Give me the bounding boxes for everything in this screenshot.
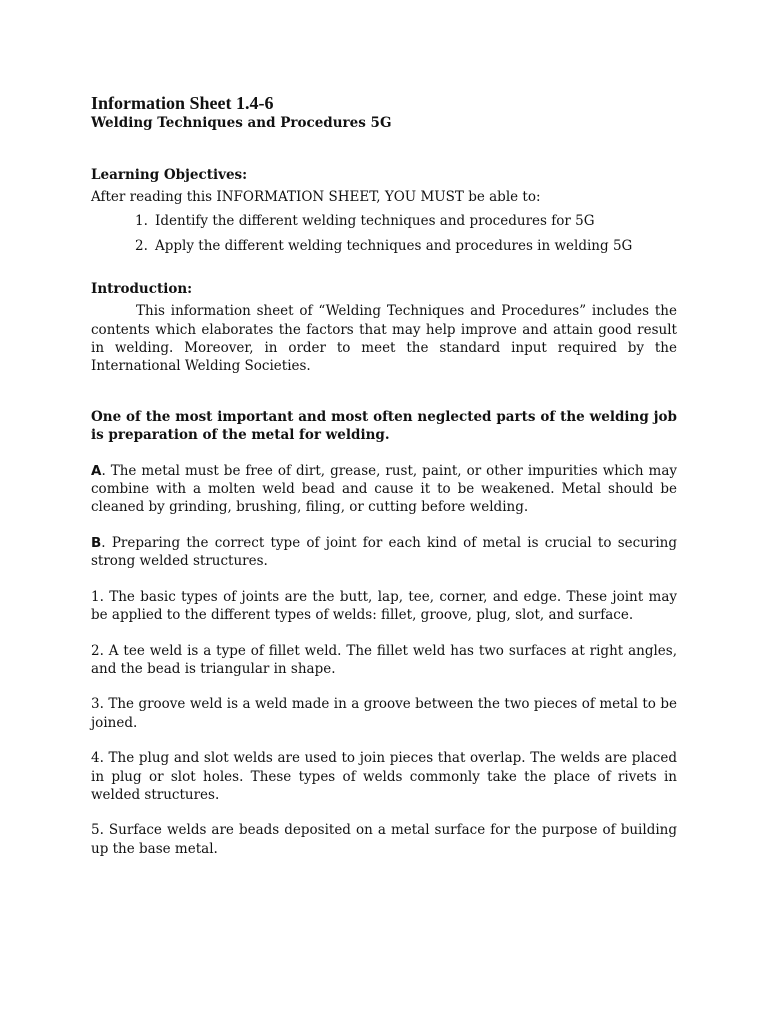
spacer: [91, 132, 677, 166]
joint-point-3: 3. The groove weld is a weld made in a groove between the two pieces of metal to be joined.: [91, 696, 677, 731]
spacer: [91, 445, 677, 462]
objective-item: [91, 212, 677, 230]
joint-point-2: 2. A tee weld is a type of fillet weld. The fillet weld has two surfaces at right angles, and the bead is triangular in shape.: [91, 642, 677, 677]
information-sheet-page: [91, 92, 677, 858]
paragraph-b-letter: B: [91, 534, 102, 551]
objectives-intro: After reading this INFORMATION SHEET, YOU MUST be able to:: [91, 189, 541, 205]
joint-point-4: 4. The plug and slot welds are used to join pieces that overlap. The welds are placed in plug or slot holes. These types of welds commonly take the place of rivets in welded structures.: [91, 750, 677, 803]
spacer: [91, 571, 677, 588]
objective-item: [91, 237, 677, 255]
objective-number: 2.: [135, 237, 148, 254]
spacer: [91, 255, 677, 280]
joint-point-1: 1. The basic types of joints are the butt, lap, tee, corner, and edge. These joint may be applied to the different types of welds: fillet, groove, plug, slot, and surface.: [91, 588, 677, 624]
paragraph-b: [91, 534, 677, 571]
document-subtitle: Welding Techniques and Procedures 5G: [91, 115, 392, 131]
objective-text: Identify the different welding techniques and procedures for 5G: [155, 213, 595, 230]
spacer: [91, 517, 677, 534]
paragraph-a-text: . The metal must be free of dirt, grease, rust, paint, or other impurities which may combine with a molten weld bead and cause it to be weakened. Metal should be cleaned by grinding, brushing, filing, or cutting before welding.: [91, 462, 677, 516]
objective-text: Apply the different welding techniques and procedures in welding 5G: [155, 237, 633, 254]
joint-point-5: 5. Surface welds are beads deposited on a metal surface for the purpose of building up the base metal.: [91, 822, 677, 857]
document-title: Information Sheet 1.4-6: [91, 93, 274, 113]
spacer: [91, 376, 677, 408]
objectives-heading: Learning Objectives:: [91, 167, 248, 183]
spacer: [91, 804, 677, 821]
objectives-list: [91, 212, 677, 255]
paragraph-a-letter: A: [91, 462, 102, 479]
paragraph-b-text: . Preparing the correct type of joint for each kind of metal is crucial to securing strong welded structures.: [91, 534, 677, 570]
preparation-statement: One of the most important and most often neglected parts of the welding job is preparation of the metal for welding.: [91, 408, 677, 444]
paragraph-a: [91, 462, 677, 517]
introduction-paragraph: This information sheet of “Welding Techniques and Procedures” includes the contents which elaborates the factors that may help improve and attain good result in welding. Moreover, in order to meet the standard input required by the International Welding Societies.: [91, 303, 677, 375]
objective-number: 1.: [135, 213, 148, 230]
spacer: [91, 625, 677, 642]
spacer: [91, 732, 677, 749]
spacer: [91, 678, 677, 695]
introduction-heading: Introduction:: [91, 281, 193, 298]
